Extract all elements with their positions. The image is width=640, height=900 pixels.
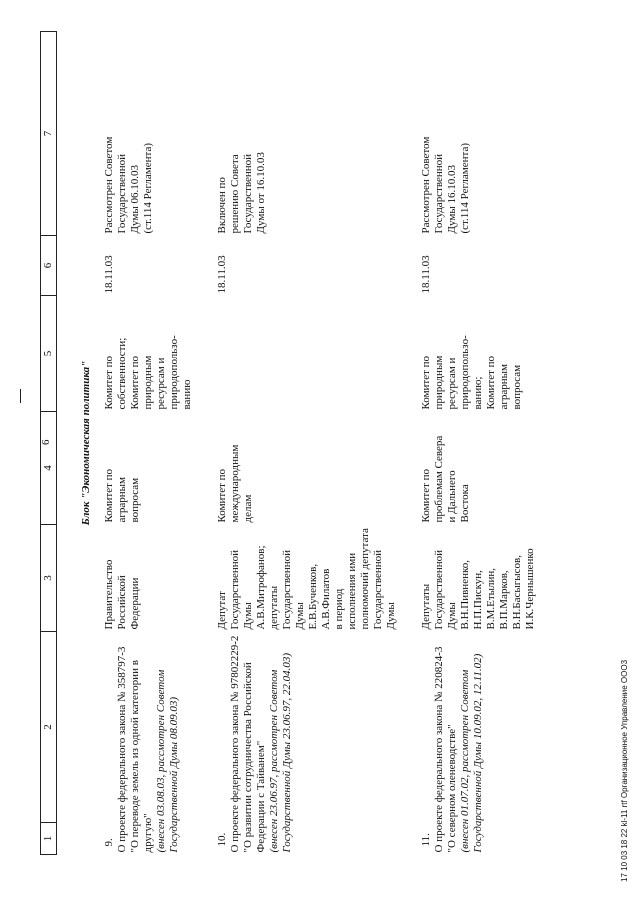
project-cell: [416, 632, 555, 855]
table-row: [212, 32, 416, 855]
column-number: 2: [41, 632, 57, 823]
page-number: 6: [40, 439, 52, 445]
print-footer: 17 10 03 18 22 kl-11 rtf Организационное Управление ООО3: [620, 659, 629, 882]
date-cell: 18.11.03: [103, 255, 115, 294]
column-number: 7: [41, 32, 57, 236]
column-number: 3: [41, 525, 57, 632]
project-note: (внесен 23.06.97, рассмотрен Советом Государственной Думы 23.06.97, 22.04.03): [268, 652, 293, 853]
section-header-row: [57, 32, 100, 855]
column-number: 4: [41, 412, 57, 525]
status-cell: Рассмотрен Советом Государственной Думы 06.10.03 (ст.114 Регламента): [103, 136, 154, 234]
project-cell: [99, 632, 212, 855]
row-number: 9.: [103, 838, 115, 847]
project-title: О проекте федерального закона № 97802229-2 "О развитии сотрудничества Российской Федерации с Тайванем": [229, 635, 267, 853]
section-title: Блок "Экономическая политика": [80, 360, 92, 526]
status-cell: Рассмотрен Советом Государственной Думы 16.10.03 (ст.114 Регламента): [420, 136, 471, 234]
table-row: [99, 32, 212, 855]
date-cell: 18.11.03: [216, 255, 228, 294]
initiator-cell: Правительство Российской Федерации: [103, 559, 141, 630]
agenda-table: [40, 31, 555, 855]
date-cell: 18.11.03: [420, 255, 432, 294]
project-note: (внесен 03.08.03, рассмотрен Советом Государственной Думы 08.09.03): [155, 669, 180, 853]
project-cell: [212, 632, 416, 855]
row-number: 10.: [216, 832, 228, 847]
column-number: 6: [41, 236, 57, 296]
page-number-dash: [20, 389, 21, 403]
project-title: О проекте федерального закона № 358797-3 "О переводе земель из одной категории в другую": [116, 646, 154, 853]
status-cell: Включен по решению Совета Государственной Думы от 16.10.03: [216, 152, 267, 234]
co-committees-cell: Комитет по природным ресурсам и природопользо- ванию; Комитет по аграрным вопросам: [420, 335, 523, 410]
initiator-cell: Депутаты Государственной Думы В.Н.Пивненко, Н.П.Пискун, В.М.Етылин, В.П.Марков, В.Н.Басыгысов, И.К.Чернышенко: [420, 548, 536, 630]
project-title: О проекте федерального закона № 220824-3 "О северном оленеводстве": [433, 646, 458, 853]
project-note: (внесен 01.07.02, рассмотрен Советом Государственной Думы 10.09.02, 12.11.02): [459, 653, 484, 853]
table-row: [416, 32, 555, 855]
committee-cell: Комитет по аграрным вопросам: [103, 468, 141, 523]
initiator-cell: Депутат Государственной Думы А.В.Митрофанов; депутаты Государственной Думы Е.В.Бученков, А.В.Филатов в период исполнения ими полномочий депутата Государственной Думы: [216, 528, 397, 630]
column-number: 5: [41, 296, 57, 412]
co-committees-cell: Комитет по собственности; Комитет по природным ресурсам и природопользо- ванию: [103, 335, 193, 410]
column-number-row: [41, 32, 57, 855]
co-committees-cell: [212, 296, 416, 412]
row-number: 11.: [420, 833, 432, 847]
committee-cell: Комитет по проблемам Севера и Дальнего Востока: [420, 435, 471, 523]
column-number: 1: [41, 823, 57, 855]
committee-cell: Комитет по международным делам: [216, 444, 254, 523]
